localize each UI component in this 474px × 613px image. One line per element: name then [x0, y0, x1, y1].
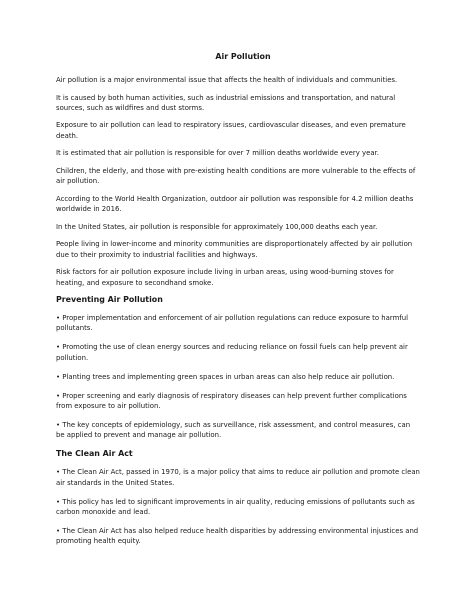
bullet-item: • Planting trees and implementing green spaces in urban areas can also help reduce air pollution.: [56, 372, 395, 381]
bullet-item: • Promoting the use of clean energy sources and reducing reliance on fossil fuels can help prevent air pollution.: [56, 343, 408, 362]
clean-air-act-heading: The Clean Air Act: [56, 449, 133, 459]
intro-paragraph: Air pollution is a major environmental issue that affects the health of individuals and communities.: [56, 76, 398, 84]
intro-paragraph: It is caused by both human activities, such as industrial emissions and transportation, and natural sources, such as wildfires and dust storms.: [56, 93, 396, 112]
intro-paragraph: Risk factors for air pollution exposure include living in urban areas, using wood-burning stoves for heating, and exposure to secondhand smoke.: [56, 268, 394, 287]
bullet-item: • This policy has led to significant improvements in air quality, reducing emissions of pollutants such as carbon monoxide and lead.: [56, 497, 415, 516]
prevention-heading: Preventing Air Pollution: [56, 295, 163, 305]
intro-paragraph: In the United States, air pollution is responsible for approximately 100,000 deaths each year.: [56, 222, 378, 231]
document-title: Air Pollution: [215, 52, 271, 61]
bullet-item: • The key concepts of epidemiology, such as surveillance, risk assessment, and control measures, can be applied to prevent and manage air pollution.: [56, 420, 411, 440]
bullet-item: • The Clean Air Act, passed in 1970, is a major policy that aims to reduce air pollution and promote clean air standards in the United States.: [56, 468, 420, 487]
prevention-bullet-list: [56, 313, 420, 440]
intro-paragraph: It is estimated that air pollution is responsible for over 7 million deaths worldwide every year.: [56, 149, 379, 158]
bullet-item: • The Clean Air Act has also helped reduce health disparities by addressing environmental injustices and promoting health equity.: [56, 526, 419, 546]
intro-section: [56, 75, 420, 288]
intro-paragraph: People living in lower-income and minority communities are disproportionately affected by air pollution due to their proximity to industrial facilities and highways.: [56, 240, 413, 259]
intro-paragraph: According to the World Health Organization, outdoor air pollution was responsible for 4.2 million deaths worldwide in 2016.: [56, 194, 414, 214]
bullet-item: • Proper implementation and enforcement of air pollution regulations can reduce exposure to harmful pollutants.: [56, 314, 409, 333]
intro-paragraph: Children, the elderly, and those with pre-existing health conditions are more vulnerable to the effects of air pollution.: [56, 166, 416, 186]
document-page: [56, 52, 420, 555]
bullet-item: • Proper screening and early diagnosis of respiratory diseases can help prevent further complications from exposure to air pollution.: [56, 391, 407, 410]
clean-air-act-bullet-list: [56, 467, 420, 546]
intro-paragraph: Exposure to air pollution can lead to respiratory issues, cardiovascular diseases, and even premature death.: [56, 121, 406, 140]
